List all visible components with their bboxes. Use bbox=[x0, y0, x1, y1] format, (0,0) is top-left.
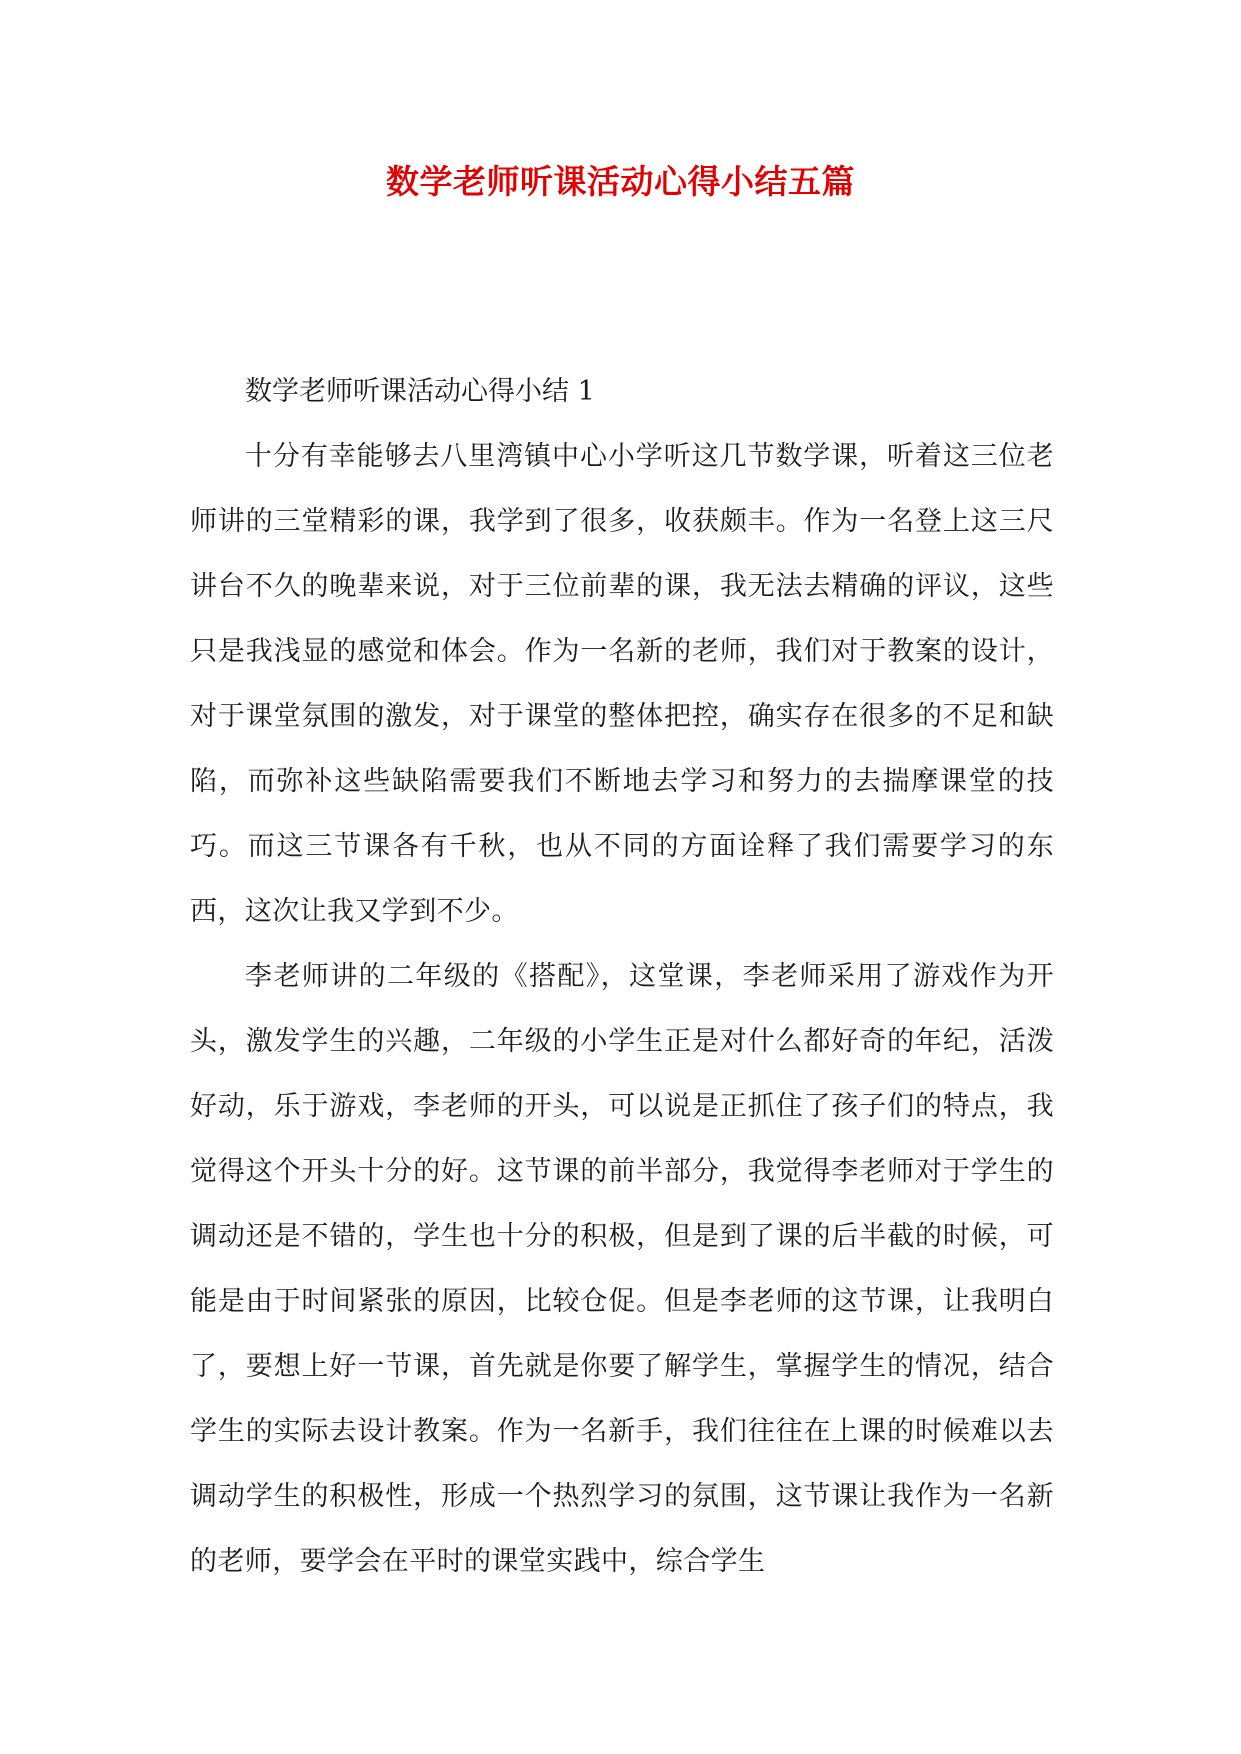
document-body bbox=[190, 359, 1054, 1594]
body-paragraph: 李老师讲的二年级的《搭配》，这堂课，李老师采用了游戏作为开头，激发学生的兴趣，二年级的小学生正是对什么都好奇的年纪，活泼好动，乐于游戏，李老师的开头，可以说是正抓住了孩子们的特点，我觉得这个开头十分的好。这节课的前半部分，我觉得李老师对于学生的调动还是不错的，学生也十分的积极，但是到了课的后半截的时候，可能是由于时间紧张的原因，比较仓促。但是李老师的这节课，让我明白了，要想上好一节课，首先就是你要了解学生，掌握学生的情况，结合学生的实际去设计教案。作为一名新手，我们往往在上课的时候难以去调动学生的积极性，形成一个热烈学习的氛围，这节课让我作为一名新的老师，要学会在平时的课堂实践中，综合学生 bbox=[190, 961, 1054, 1577]
body-paragraph: 十分有幸能够去八里湾镇中心小学听这几节数学课，听着这三位老师讲的三堂精彩的课，我学到了很多，收获颇丰。作为一名登上这三尺讲台不久的晚辈来说，对于三位前辈的课，我无法去精确的评议，这些只是我浅显的感觉和体会。作为一名新的老师，我们对于教案的设计，对于课堂氛围的激发，对于课堂的整体把控，确实存在很多的不足和缺陷，而弥补这些缺陷需要我们不断地去学习和努力的去揣摩课堂的技巧。而这三节课各有千秋，也从不同的方面诠释了我们需要学习的东西，这次让我又学到不少。 bbox=[190, 441, 1054, 927]
document-title: 数学老师听课活动心得小结五篇 bbox=[386, 162, 855, 201]
section-heading: 数学老师听课活动心得小结 1 bbox=[245, 376, 595, 407]
